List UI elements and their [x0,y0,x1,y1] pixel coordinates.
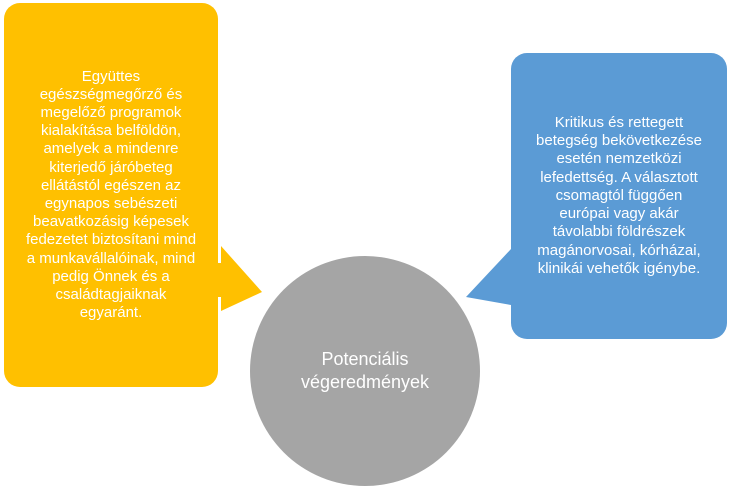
center-circle [250,256,480,486]
left-box-text: Együttes egészségmegőrző és megelőző programok kialakítása belföldön, amelyek a mindenre kiterjedő járóbeteg ellátástól egészen az egynapos sebészeti beavatkozásig képesek fedezetet biztosítani mind a munkavállalóinak, mind pedig Önnek és a családtagjaiknak egyaránt. [25,67,197,322]
left-box [4,3,218,387]
right-box-text: Kritikus és rettegett betegség bekövetkezése esetén nemzetközi lefedettség. A választott csomagtól függően európai vagy akár távolabbi földrészek magánorvosai, kórházai, klinikái vehetők igénybe. [536,114,702,277]
center-circle-text: Potenciális végeredmények [300,349,430,392]
right-box [511,53,727,339]
